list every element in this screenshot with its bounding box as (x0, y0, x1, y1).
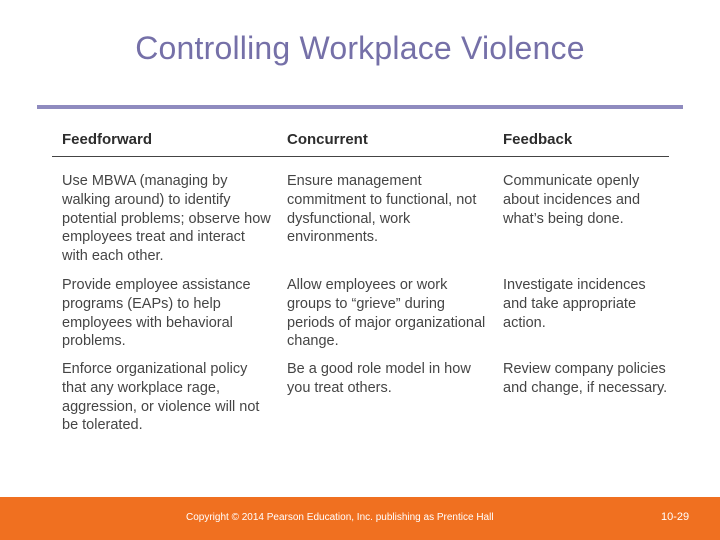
header-concurrent: Concurrent (287, 131, 368, 148)
cell-row2-concurrent: Allow employees or work groups to “grieve” during periods of major organizational change. (287, 277, 486, 350)
title-rule (37, 105, 683, 109)
cell-row1-concurrent: Ensure management commitment to functional, not dysfunctional, work environments. (287, 173, 477, 246)
slide-title: Controlling Workplace Violence (135, 30, 585, 66)
header-divider (52, 156, 669, 157)
copyright-notice: Copyright © 2014 Pearson Education, Inc. publishing as Prentice Hall (186, 512, 494, 523)
cell-row1-feedforward: Use MBWA (managing by walking around) to identify potential problems; observe how employees treat and interact with each other. (62, 173, 271, 265)
cell-row3-feedforward: Enforce organizational policy that any workplace rage, aggression, or violence will not be tolerated. (62, 361, 260, 434)
footer-bar (0, 497, 720, 540)
cell-row1-feedback: Communicate openly about incidences and what’s being done. (503, 173, 641, 227)
header-feedback: Feedback (503, 131, 573, 148)
cell-row2-feedforward: Provide employee assistance programs (EAPs) to help employees with behavioral problems. (62, 277, 251, 350)
cell-row3-feedback: Review company policies and change, if necessary. (503, 361, 668, 396)
page-number: 10-29 (661, 511, 690, 523)
cell-row2-feedback: Investigate incidences and take appropriate action. (503, 277, 646, 331)
cell-row3-concurrent: Be a good role model in how you treat others. (287, 361, 471, 396)
header-feedforward: Feedforward (62, 131, 153, 148)
